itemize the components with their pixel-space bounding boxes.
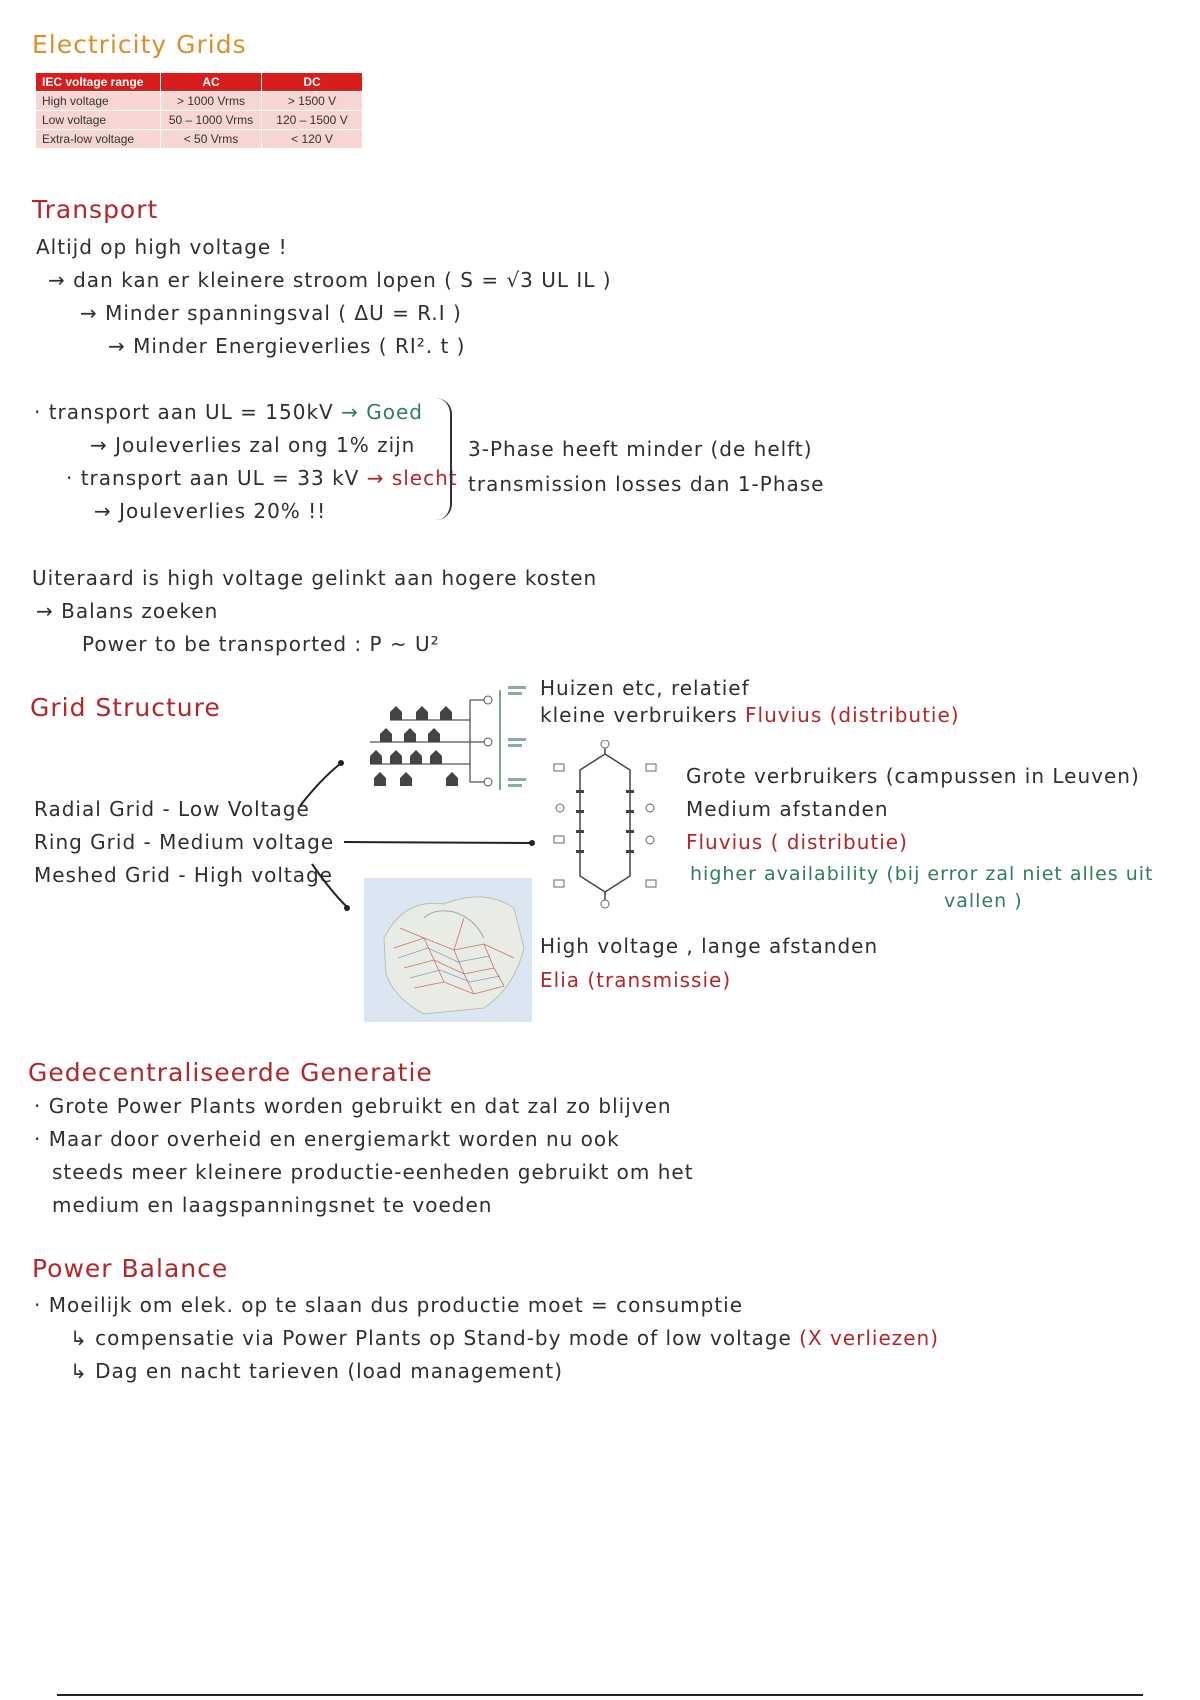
table-cell: < 120 V xyxy=(262,130,363,149)
table-cell: Low voltage xyxy=(36,111,161,130)
ring-note: vallen ) xyxy=(944,890,1023,912)
radial-note-text: kleine verbruikers xyxy=(540,703,738,727)
table-cell: < 50 Vrms xyxy=(161,130,262,149)
arrow-dot xyxy=(529,840,535,846)
table-row xyxy=(36,111,363,130)
ring-note: higher availability (bij error zal niet alles uit xyxy=(690,863,1154,885)
table-cell: > 1000 Vrms xyxy=(161,92,262,111)
ring-note: Medium afstanden xyxy=(686,797,889,821)
balance-heading: Power Balance xyxy=(32,1254,229,1283)
example-line: → Jouleverlies zal ong 1% zijn xyxy=(90,433,416,457)
table-row xyxy=(36,92,363,111)
example-line: → Jouleverlies 20% !! xyxy=(94,499,327,523)
balance-line: · Moeilijk om elek. op te slaan dus productie moet = consumptie xyxy=(34,1293,744,1317)
curly-brace xyxy=(436,398,452,520)
radial-grid-diagram xyxy=(360,682,530,792)
bottom-divider xyxy=(57,1694,1143,1696)
table-cell: 120 – 1500 V xyxy=(262,111,363,130)
transport-line: → Minder Energieverlies ( RI². t ) xyxy=(108,334,466,358)
balance-text-red: (X verliezen) xyxy=(799,1326,940,1350)
transport-line: → Minder spanningsval ( ΔU = R.I ) xyxy=(80,301,462,325)
arrow-ring xyxy=(344,842,530,843)
decentral-line: steeds meer kleinere productie-eenheden gebruikt om het xyxy=(52,1160,694,1184)
example-line xyxy=(66,466,458,490)
brace-note: transmission losses dan 1-Phase xyxy=(468,472,825,496)
table-cell: Extra-low voltage xyxy=(36,130,161,149)
decentral-line: · Maar door overheid en energiemarkt worden nu ook xyxy=(34,1127,620,1151)
ring-grid-diagram xyxy=(550,740,660,910)
grid-type-meshed: Meshed Grid - High voltage xyxy=(34,863,333,887)
brace-note: 3-Phase heeft minder (de helft) xyxy=(468,437,813,461)
meshed-note: High voltage , lange afstanden xyxy=(540,934,879,958)
table-header: DC xyxy=(262,73,363,92)
grid-structure-heading: Grid Structure xyxy=(30,693,221,722)
example-verdict-bad: → slecht xyxy=(366,466,458,490)
arrow-dot xyxy=(344,905,350,911)
table-cell: High voltage xyxy=(36,92,161,111)
cost-line: → Balans zoeken xyxy=(36,599,219,623)
page-title: Electricity Grids xyxy=(32,30,247,59)
table-cell: > 1500 V xyxy=(262,92,363,111)
example-text: · transport aan UL = 150kV xyxy=(34,400,334,424)
ring-note: Fluvius ( distributie) xyxy=(686,830,908,854)
decentral-line: · Grote Power Plants worden gebruikt en dat zal zo blijven xyxy=(34,1094,672,1118)
table-header: IEC voltage range xyxy=(36,73,161,92)
table-cell: 50 – 1000 Vrms xyxy=(161,111,262,130)
example-verdict-good: → Goed xyxy=(341,400,423,424)
cost-line: Uiteraard is high voltage gelinkt aan hogere kosten xyxy=(32,566,598,590)
meshed-note: Elia (transmissie) xyxy=(540,968,732,992)
europe-grid-map xyxy=(364,878,532,1022)
table-row xyxy=(36,130,363,149)
arrow-radial xyxy=(300,764,340,806)
grid-type-radial: Radial Grid - Low Voltage xyxy=(34,797,310,821)
ring-note: Grote verbruikers (campussen in Leuven) xyxy=(686,764,1140,788)
decentral-heading: Gedecentraliseerde Generatie xyxy=(28,1058,433,1087)
decentral-line: medium en laagspanningsnet te voeden xyxy=(52,1193,493,1217)
transport-line: → dan kan er kleinere stroom lopen ( S = √3 UL IL ) xyxy=(48,268,612,292)
transport-heading: Transport xyxy=(32,195,159,224)
transport-line: Altijd op high voltage ! xyxy=(36,235,288,259)
arrow-meshed xyxy=(312,864,346,906)
balance-line: ↳ Dag en nacht tarieven (load management) xyxy=(70,1359,564,1383)
table-header: AC xyxy=(161,73,262,92)
radial-note: Huizen etc, relatief xyxy=(540,676,750,700)
balance-line xyxy=(70,1326,939,1350)
balance-text: ↳ compensatie via Power Plants op Stand-by mode of low voltage xyxy=(70,1326,792,1350)
example-line xyxy=(34,400,423,424)
grid-type-ring: Ring Grid - Medium voltage xyxy=(34,830,335,854)
radial-note-red: Fluvius (distributie) xyxy=(745,703,960,727)
radial-note xyxy=(540,703,960,727)
arrow-dot xyxy=(338,760,344,766)
iec-voltage-table xyxy=(35,72,363,149)
example-text: · transport aan UL = 33 kV xyxy=(66,466,360,490)
cost-line: Power to be transported : P ~ U² xyxy=(82,632,440,656)
table-header-row xyxy=(36,73,363,92)
